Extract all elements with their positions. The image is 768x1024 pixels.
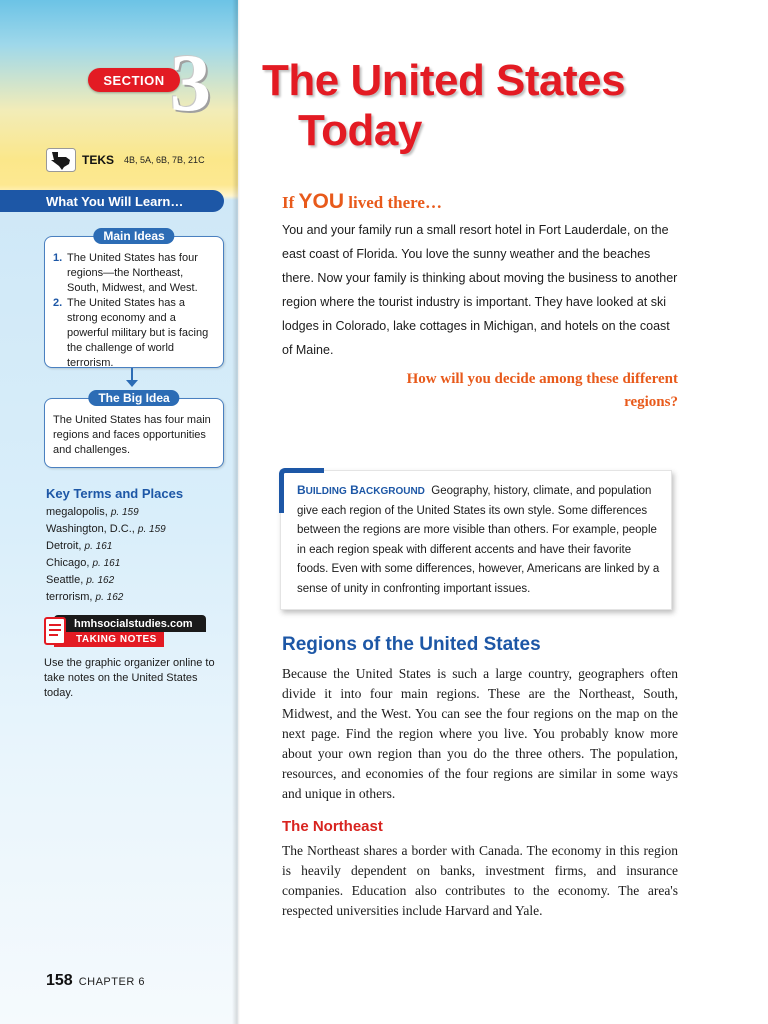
teks-label: TEKS (82, 153, 115, 167)
key-term-page: p. 159 (110, 507, 139, 518)
key-term: Washington, D.C., (46, 523, 135, 535)
main-ideas-box (44, 229, 224, 369)
sidebar-divider (232, 0, 240, 1024)
notes-label: TAKING NOTES (54, 632, 164, 647)
key-term-page: p. 161 (92, 558, 121, 569)
key-term: megalopolis, (46, 506, 108, 518)
box-corner-accent (279, 468, 324, 513)
chapter-label: CHAPTER 6 (78, 976, 145, 988)
notes-page-icon (44, 617, 66, 645)
key-term-item (46, 555, 166, 572)
key-term-item (46, 521, 166, 538)
notes-description: Use the graphic organizer online to take notes on the United States today. (44, 657, 215, 699)
key-term: terrorism, (46, 591, 93, 603)
main-idea-item (53, 296, 215, 371)
if-suffix: lived there… (348, 193, 442, 212)
big-idea-box (44, 391, 224, 468)
key-terms-title: Key Terms and Places (46, 486, 184, 501)
taking-notes-badge[interactable] (44, 615, 206, 649)
title-line-2: Today (298, 106, 422, 155)
regions-paragraph: Because the United States is such a large country, geographers often divide it into four main regions. These are the Northeast, South, Midwest, and the West. You can see the four regions on the map on the next page. Find the region where you live. You probably know more about your own region than you do the three others. The population, resources, and economies of the four regions are similar in some ways and unique in others. (282, 666, 678, 801)
big-idea-title: The Big Idea (88, 390, 179, 406)
title-line-1: The United States (262, 56, 626, 105)
key-term-item (46, 589, 166, 606)
building-background-label: BUILDING BACKGROUND (297, 483, 425, 497)
teks-row (46, 148, 205, 172)
regions-heading: Regions of the United States (282, 634, 541, 655)
notes-site-link[interactable]: hmhsocialstudies.com (54, 615, 206, 632)
if-prefix: If (282, 193, 295, 212)
intro-paragraph: You and your family run a small resort hotel in Fort Lauderdale, on the east coast of Florida. You love the sunny weather and the beaches there. Now your family is thinking about moving the business to another region where the tourist industry is important. They have looked at ski lodges in Colorado, lake cottages in Michigan, and hotels on the coast of Maine. (282, 223, 678, 357)
key-term-item (46, 538, 166, 555)
arrow-down-icon (126, 380, 138, 387)
northeast-paragraph: The Northeast shares a border with Canada. The economy in this region is heavily dependent on banks, investment firms, and insurance companies. Education also contributes to the economy. The area's respected universities include Harvard and Yale. (282, 843, 678, 918)
if-you-lived-there-heading (282, 190, 442, 214)
texas-map-icon (46, 148, 76, 172)
key-term-page: p. 162 (86, 575, 115, 586)
main-idea-item (53, 251, 215, 296)
section-number: 3 (170, 37, 211, 128)
key-term-page: p. 162 (95, 592, 124, 603)
if-you: YOU (298, 190, 345, 213)
key-term-page: p. 161 (84, 541, 113, 552)
building-background-text: Geography, history, climate, and population give each region of the United States its own style. Some differences between the regions are more visible than others. For example, people in each region speak with different accents and have their favorite foods. Even with some differences, however, Americans are linked by a sense of unity in confronting important issues. (297, 485, 660, 595)
northeast-heading: The Northeast (282, 818, 383, 835)
key-term-page: p. 159 (137, 524, 166, 535)
main-idea-number: 1. (53, 252, 63, 264)
key-term: Detroit, (46, 540, 82, 552)
focus-question: How will you decide among these different regions? (406, 371, 678, 410)
key-term-item (46, 504, 166, 521)
key-term-item (46, 572, 166, 589)
big-idea-text: The United States has four main regions and faces opportunities and challenges. (53, 414, 211, 456)
main-idea-text: The United States has four regions—the Northeast, South, Midwest, and West. (67, 252, 198, 294)
main-idea-number: 2. (53, 297, 63, 309)
building-background-box (280, 470, 672, 610)
section-label: SECTION (88, 68, 180, 92)
page-footer (46, 972, 145, 990)
key-terms-list (46, 504, 166, 606)
teks-codes: 4B, 5A, 6B, 7B, 21C (124, 155, 205, 165)
main-idea-text: The United States has a strong economy and a powerful military but is facing the challenge of world terrorism. (67, 297, 209, 369)
page-title (262, 56, 625, 156)
main-ideas-title: Main Ideas (93, 228, 174, 244)
what-you-will-learn-bar: What You Will Learn… (0, 190, 224, 212)
page-number: 158 (46, 972, 73, 989)
key-term: Chicago, (46, 557, 90, 569)
building-background-paragraph (297, 481, 661, 599)
key-term: Seattle, (46, 574, 84, 586)
